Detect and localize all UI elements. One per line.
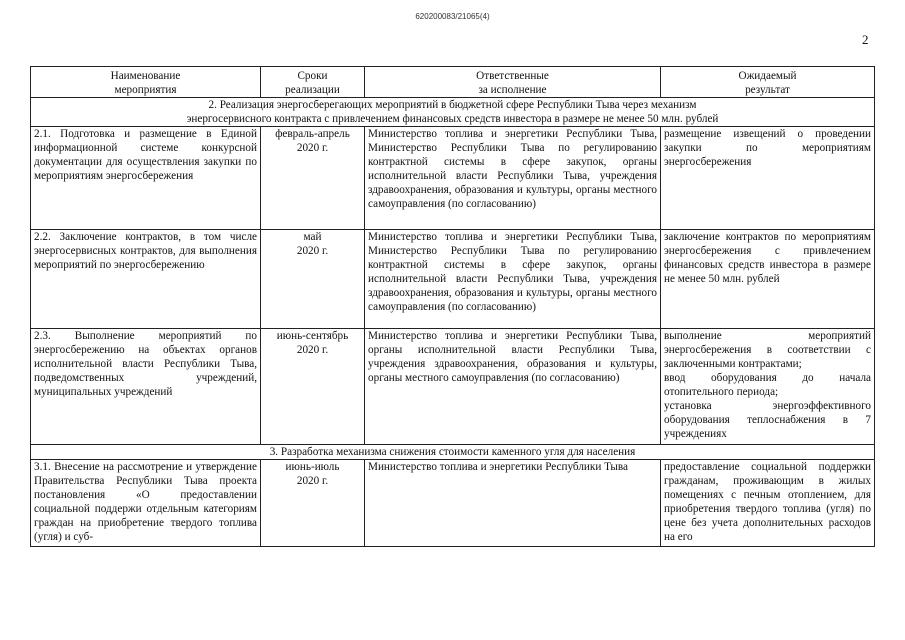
row-result xyxy=(661,329,875,445)
section-2-title-line: 2. Реализация энергосберегающих мероприятий в бюджетной сфере Республики Тыва через механизм xyxy=(208,99,697,111)
header-responsible-line: Ответственные xyxy=(476,70,549,82)
header-name xyxy=(31,67,261,98)
row-name: 2.1. Подготовка и размещение в Единой информационной системе конкурсной документации для осуществления закупки по мероприятиям энергосбережения xyxy=(31,127,261,230)
row-name: 3.1. Внесение на рассмотрение и утверждение Правительства Республики Тыва проекта постановления «О предоставлении социальной поддержи отдельным категориям граждан на приобретение твердого топлива (угля) и суб- xyxy=(31,460,261,547)
section-2-title xyxy=(31,98,875,127)
header-responsible xyxy=(365,67,661,98)
header-name-line: Наименование xyxy=(110,70,181,82)
action-plan-table xyxy=(30,66,875,547)
section-3-row xyxy=(31,445,875,460)
document-id: 620200083/21065(4) xyxy=(415,12,490,21)
table-row xyxy=(31,460,875,547)
deadline-period: май xyxy=(303,231,322,243)
row-responsible: Министерство топлива и энергетики Республики Тыва, Министерство Республики Тыва по регулированию контрактной системы в сфере закупок, органы исполнительной власти Республики Тыва, учреждения здравоохранения, образования и культуры, органы местного самоуправления (по согласованию) xyxy=(365,127,661,230)
deadline-year: 2020 г. xyxy=(296,475,329,487)
row-deadline xyxy=(261,329,365,445)
header-result xyxy=(661,67,875,98)
table-header-row xyxy=(31,67,875,98)
deadline-period: июнь-сентябрь xyxy=(276,330,349,342)
row-result: размещение извещений о проведении закупки по мероприятиям энергосбережения xyxy=(661,127,875,230)
header-deadline-line: Сроки xyxy=(297,70,328,82)
deadline-period: июнь-июль xyxy=(285,461,340,473)
result-item: установка энергоэффективного оборудования теплоснабжения в 7 учреждениях xyxy=(664,400,871,440)
header-result-line: Ожидаемый xyxy=(738,70,797,82)
row-responsible: Министерство топлива и энергетики Республики Тыва, органы исполнительной власти Республики Тыва, учреждения здравоохранения, образования и культуры, органы местного самоуправления (по согласованию) xyxy=(365,329,661,445)
header-deadline xyxy=(261,67,365,98)
page-number: 2 xyxy=(862,32,869,47)
result-item: выполнение мероприятий энергосбережения в соответствии с заключенными контрактами; xyxy=(664,330,871,370)
row-name: 2.3. Выполнение мероприятий по энергосбережению на объектах органов исполнительной власти Республики Тыва, подведомственных учреждений, муниципальных учреждений xyxy=(31,329,261,445)
row-responsible: Министерство топлива и энергетики Республики Тыва, Министерство Республики Тыва по регулированию контрактной системы в сфере закупок, органы исполнительной власти Республики Тыва, учреждения здравоохранения, образования и культуры, органы местного самоуправления (по согласованию) xyxy=(365,230,661,329)
row-deadline xyxy=(261,230,365,329)
section-2-row xyxy=(31,98,875,127)
header-result-line: результат xyxy=(745,84,790,96)
row-deadline xyxy=(261,127,365,230)
row-result: предоставление социальной поддержки гражданам, проживающим в жилых помещениях с печным отоплением, для приобретения твердого топлива (угля) по цене без учета дополнительных расходов на его xyxy=(661,460,875,547)
row-responsible: Министерство топлива и энергетики Республики Тыва xyxy=(365,460,661,547)
header-responsible-line: за исполнение xyxy=(478,84,547,96)
section-2-title-line: энергосервисного контракта с привлечением финансовых средств инвестора в размере не менее 50 млн. рублей xyxy=(186,113,719,125)
table-row xyxy=(31,127,875,230)
result-item: ввод оборудования до начала отопительного периода; xyxy=(664,372,871,398)
table-row xyxy=(31,230,875,329)
row-result: заключение контрактов по мероприятиям энергосбережения с привлечением финансовых средств инвестора в размере не менее 50 млн. рублей xyxy=(661,230,875,329)
deadline-period: февраль-апрель xyxy=(275,128,350,140)
section-3-title: 3. Разработка механизма снижения стоимости каменного угля для населения xyxy=(31,445,875,460)
row-deadline xyxy=(261,460,365,547)
deadline-year: 2020 г. xyxy=(296,344,329,356)
row-name: 2.2. Заключение контрактов, в том числе энергосервисных контрактов, для выполнения мероприятий по энергосбережению xyxy=(31,230,261,329)
header-deadline-line: реализации xyxy=(285,84,340,96)
deadline-year: 2020 г. xyxy=(296,142,329,154)
header-name-line: мероприятия xyxy=(114,84,177,96)
table-row xyxy=(31,329,875,445)
deadline-year: 2020 г. xyxy=(296,245,329,257)
